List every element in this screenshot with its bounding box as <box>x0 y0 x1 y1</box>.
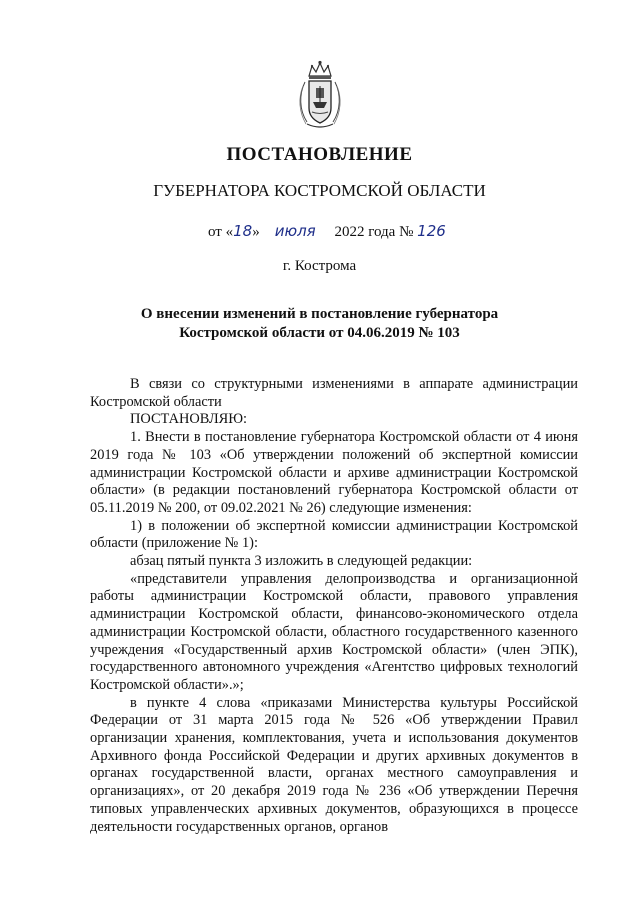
date-month-handwritten: июля <box>274 222 316 240</box>
city: г. Кострома <box>282 258 357 274</box>
document-heading-line-2: Костромской области от 04.06.2019 № 103 <box>179 325 460 341</box>
paragraph: в пункте 4 слова «приказами Министерства культуры Российской Федерации от 31 марта 2015 года № 526 «Об утверждении Правил организации хранения, комплектования, учета и использования документов Архивного фонда Российской Федерации и других архивных документов в органах государственной власти, органах местного самоуправления и организациях», от 20 декабря 2019 года № 236 «Об утверждении Перечня типовых управленческих архивных документов, образующихся в процессе деятельности государственных органов, органов <box>90 694 578 835</box>
paragraph: 1. Внести в постановление губернатора Костромской области от 4 июня 2019 года № 103 «Об утверждении положений об экспертной комиссии администрации Костромской области и архиве администрации Костромской области» (в редакции постановлений губернатора Костромской области от 05.11.2019 № 200, от 09.02.2021 № 26) следующие изменения: <box>90 429 578 516</box>
doc-number-handwritten: 126 <box>417 222 446 240</box>
date-mid: » <box>252 224 260 240</box>
coat-of-arms-icon <box>295 60 345 132</box>
paragraph: В связи со структурными изменениями в аппарате администрации Костромской области <box>90 376 578 410</box>
paragraph: ПОСТАНОВЛЯЮ: <box>130 411 248 428</box>
issuer-title: ГУБЕРНАТОРА КОСТРОМСКОЙ ОБЛАСТИ <box>153 181 486 200</box>
date-day-handwritten: 18 <box>233 222 253 240</box>
document-heading-line-1: О внесении изменений в постановление губернатора <box>140 306 499 322</box>
document-type-title: ПОСТАНОВЛЕНИЕ <box>226 144 413 165</box>
date-prefix: от « <box>208 224 234 240</box>
date-line <box>208 222 446 241</box>
date-year: 2022 года № <box>334 224 414 240</box>
document-body <box>90 376 578 836</box>
paragraph: абзац пятый пункта 3 изложить в следующей редакции: <box>130 553 473 570</box>
paragraph: «представители управления делопроизводства и организационной работы администрации Костромской области, правового управления администрации Костромской области, финансово-экономического отдела администрации Костромской области, областного государственного казенного учреждения «Государственный архив Костромской области» (член ЭПК), государственного автономного учреждения «Агентство цифровых технологий Костромской области».»; <box>90 570 578 693</box>
paragraph: 1) в положении об экспертной комиссии администрации Костромской области (приложение № 1): <box>90 517 578 552</box>
document-heading <box>0 305 639 343</box>
